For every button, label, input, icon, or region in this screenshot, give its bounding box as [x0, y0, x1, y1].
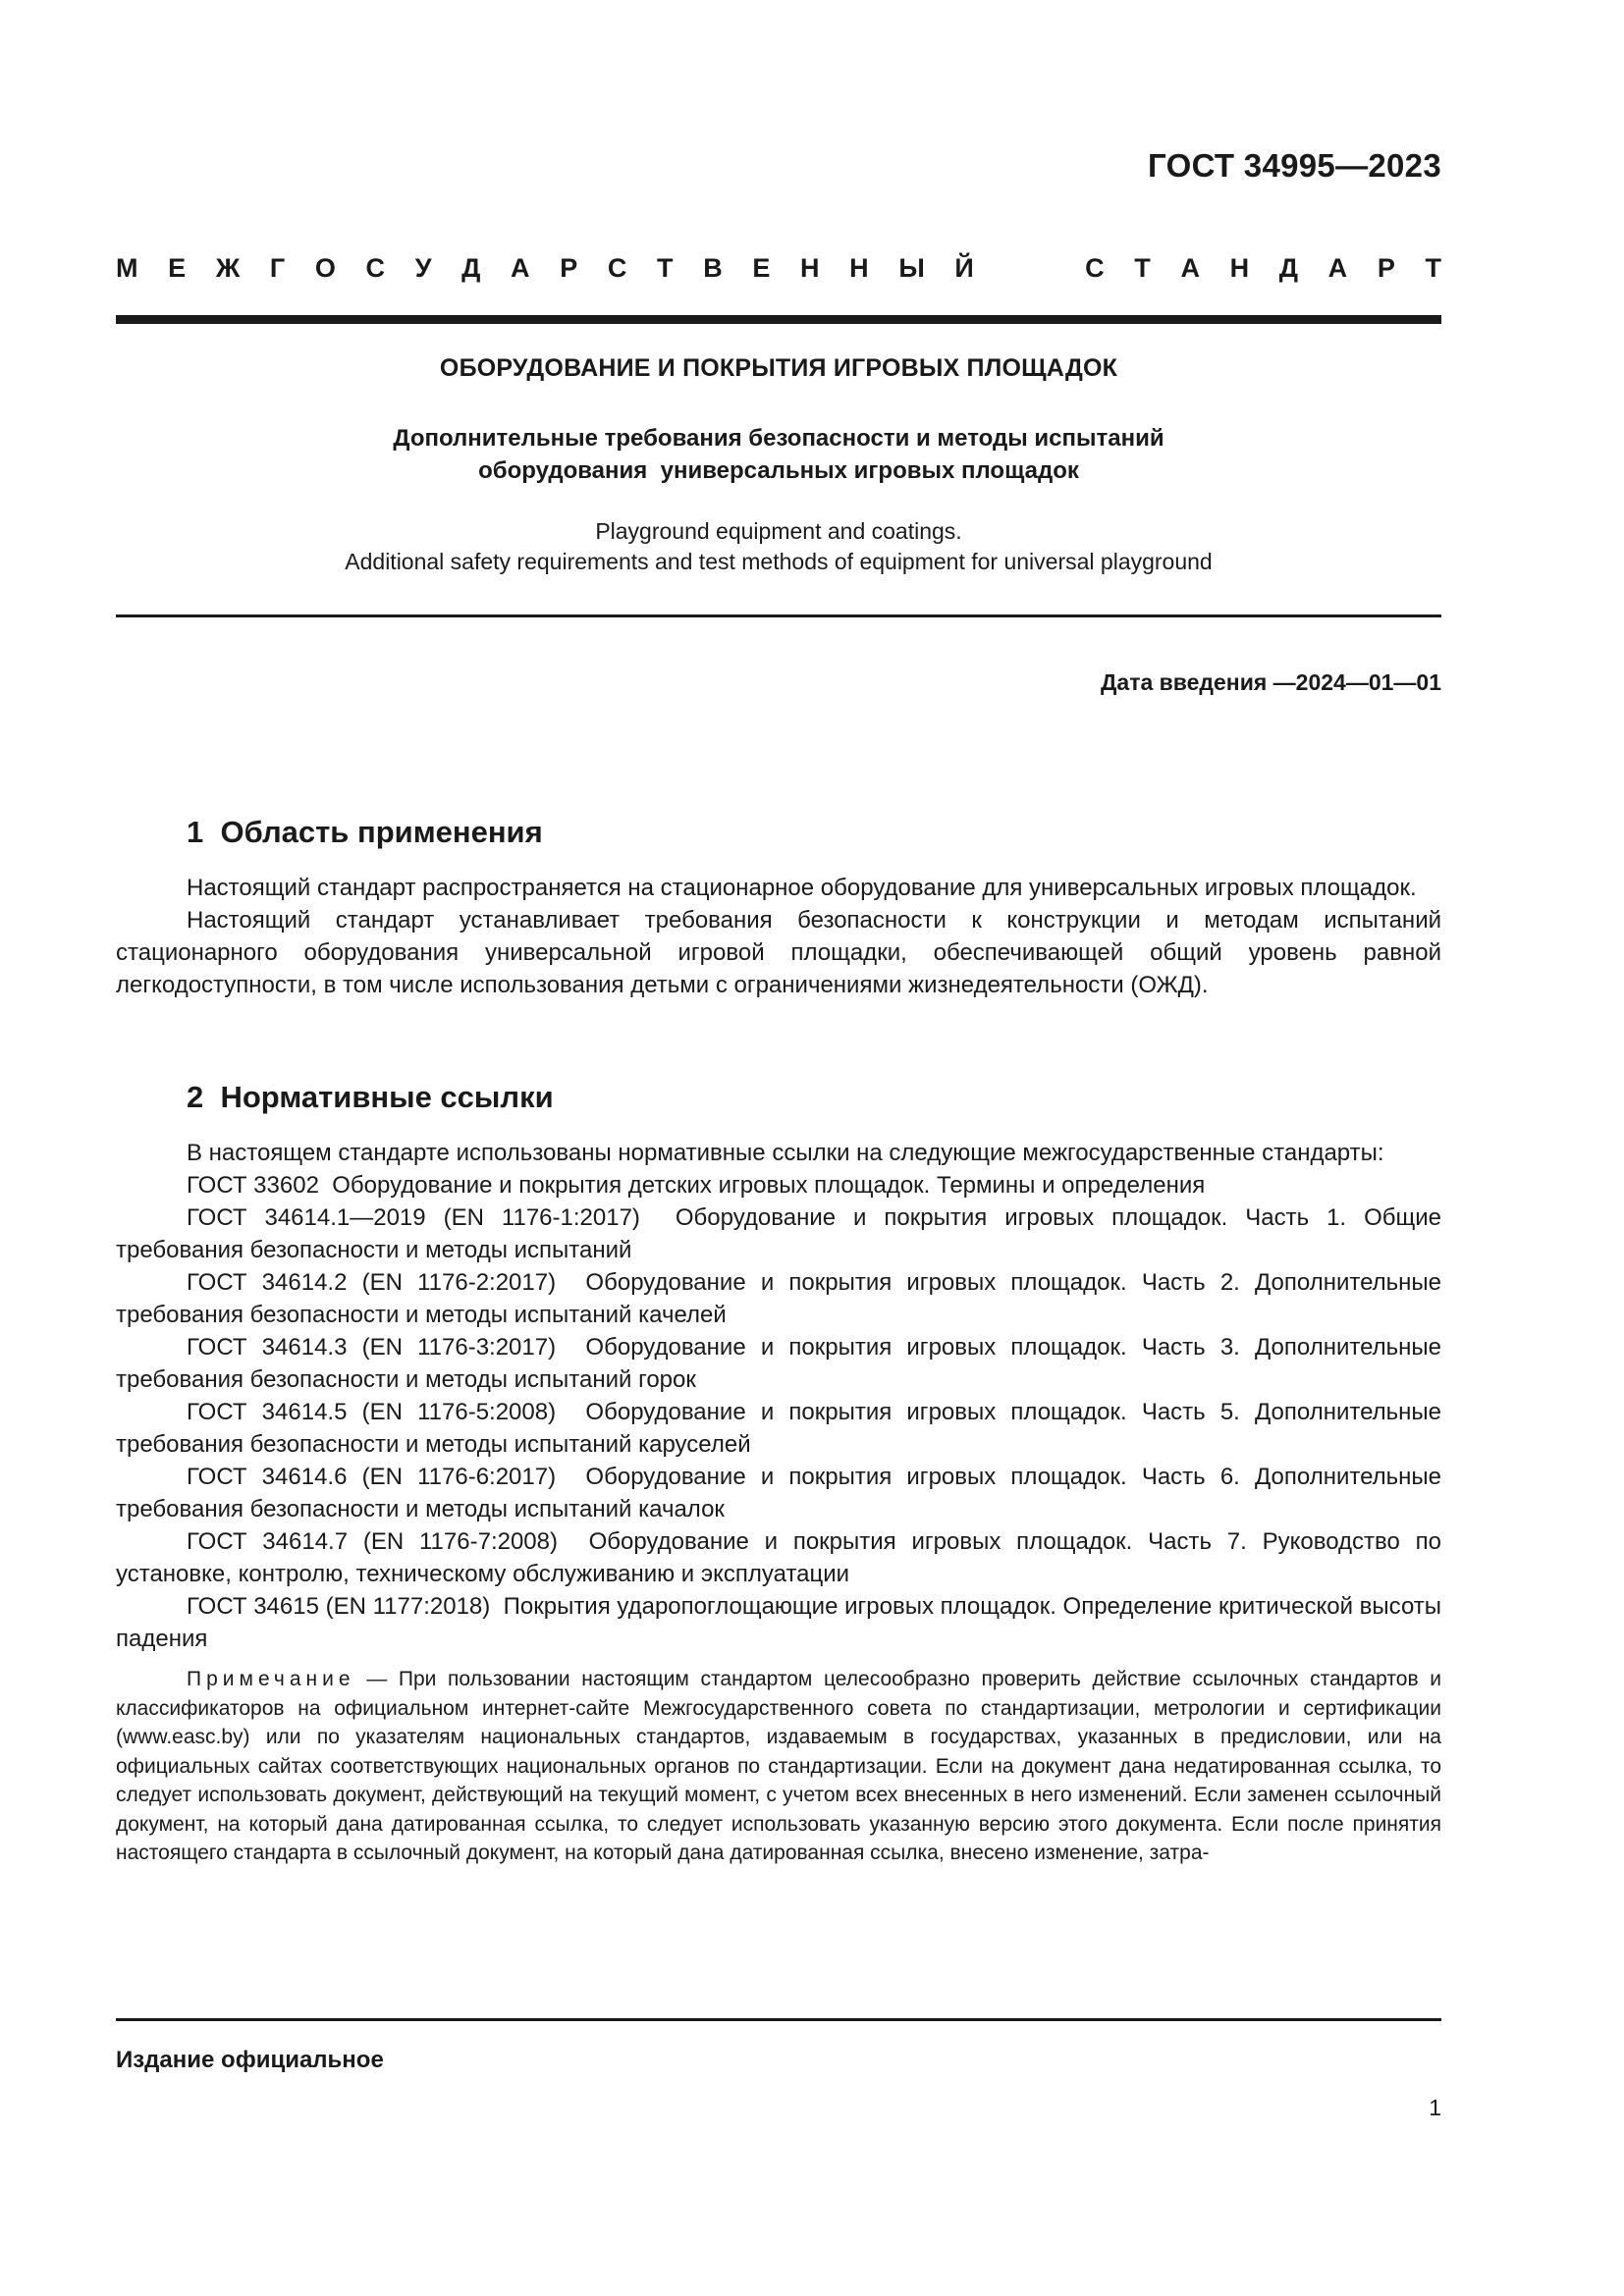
kind-letter: Р	[560, 253, 578, 283]
kind-letter: Н	[849, 253, 869, 283]
title-main: ОБОРУДОВАНИЕ И ПОКРЫТИЯ ИГРОВЫХ ПЛОЩАДОК	[439, 354, 1118, 382]
standard-kind-heading	[116, 253, 1441, 284]
kind-letter: Р	[1377, 253, 1395, 283]
reference-item: ГОСТ 34614.6 (EN 1176-6:2017) Оборудование и покрытия игровых площадок. Часть 6. Дополнительные требования безопасности и методы испытаний качалок	[116, 1464, 1448, 1522]
paragraph: Настоящий стандарт устанавливает требования безопасности к конструкции и методам испытаний стационарного оборудования универсальной игровой площадки, обеспечивающей общий уровень равной легкодоступности, в том числе использования детьми с ограничениями жизнедеятельности (ОЖД).	[116, 907, 1441, 998]
kind-letter: О	[314, 253, 336, 283]
reference-item: ГОСТ 34615 (EN 1177:2018) Покрытия ударопоглощающие игровых площадок. Определение критической высоты падения	[116, 1593, 1448, 1652]
section-normative-references	[116, 1080, 1448, 1868]
kind-letter: Н	[1229, 253, 1250, 283]
section-scope	[116, 815, 1441, 1001]
subtitle-line: Дополнительные требования безопасности и методы испытаний	[393, 425, 1164, 452]
kind-letter: Е	[168, 253, 187, 283]
kind-letter: Д	[1278, 253, 1299, 283]
section-heading: 2 Нормативные ссылки	[187, 1080, 554, 1114]
title-divider	[116, 614, 1441, 617]
reference-item: ГОСТ 34614.2 (EN 1176-2:2017) Оборудование и покрытия игровых площадок. Часть 2. Дополнительные требования безопасности и методы испытаний качелей	[116, 1269, 1448, 1328]
kind-letter: Т	[657, 253, 674, 283]
word-gap	[1003, 253, 1055, 284]
english-title-line: Playground equipment and coatings.	[595, 518, 962, 544]
header-divider-thick	[116, 315, 1441, 324]
kind-letter: С	[1085, 253, 1105, 283]
reference-item: ГОСТ 33602 Оборудование и покрытия детских игровых площадок. Термины и определения	[187, 1172, 1206, 1199]
kind-letter: В	[703, 253, 723, 283]
kind-letter: Й	[954, 253, 974, 283]
footer-divider	[116, 2018, 1441, 2021]
paragraph: В настоящем стандарте использованы нормативные ссылки на следующие межгосударственные стандарты:	[187, 1140, 1384, 1166]
document-code: ГОСТ 34995—2023	[1148, 147, 1441, 184]
note-text: — При пользовании настоящим стандартом целесообразно проверить действие ссылочных стандартов и классификаторов на официальном интернет-сайте Межгосударственного совета по стандартизации, метрологии и сертификации (www.easc.by) или по указателям национальных стандартов, издаваемым в государствах, указанных в предисловии, или на официальных сайтах соответствующих национальных органов по стандартизации. Если на документ дана недатированная ссылка, то следует использовать документ, действующий на текущий момент, с учетом всех внесенных в него изменений. Если заменен ссылочный документ, на который дана датированная ссылка, то следует использовать указанную версию этого документа. Если после принятия настоящего стандарта в ссылочный документ, на который дана датированная ссылка, внесено изменение, затра-	[116, 1668, 1441, 1864]
kind-letter: Т	[1134, 253, 1151, 283]
title-subtitle	[116, 422, 1441, 487]
note-label: Примечание	[187, 1668, 355, 1690]
kind-letter: У	[414, 253, 432, 283]
section-heading: 1 Область применения	[187, 815, 543, 849]
kind-letter: А	[511, 253, 530, 283]
reference-item: ГОСТ 34614.3 (EN 1176-3:2017) Оборудование и покрытия игровых площадок. Часть 3. Дополнительные требования безопасности и методы испытаний горок	[116, 1334, 1448, 1393]
paragraph: Настоящий стандарт распространяется на стационарное оборудование для универсальных игровых площадок.	[187, 875, 1417, 901]
kind-letter: М	[116, 253, 138, 283]
kind-letter: Ы	[898, 253, 925, 283]
reference-item: ГОСТ 34614.5 (EN 1176-5:2008) Оборудование и покрытия игровых площадок. Часть 5. Дополнительные требования безопасности и методы испытаний каруселей	[116, 1399, 1448, 1458]
kind-letter: Д	[461, 253, 481, 283]
reference-item: ГОСТ 34614.7 (EN 1176-7:2008) Оборудование и покрытия игровых площадок. Часть 7. Руководство по установке, контролю, техническому обслуживанию и эксплуатации	[116, 1528, 1448, 1587]
kind-letter: А	[1180, 253, 1200, 283]
kind-letter: Н	[800, 253, 820, 283]
kind-letter: С	[365, 253, 386, 283]
english-title-line: Additional safety requirements and test methods of equipment for universal playground	[345, 549, 1213, 574]
introduction-date: Дата введения —2024—01—01	[1101, 669, 1441, 695]
kind-letter: Г	[269, 253, 286, 283]
page-number: 1	[1429, 2095, 1441, 2120]
kind-letter: Т	[1425, 253, 1441, 283]
kind-letter: С	[607, 253, 627, 283]
kind-letter: А	[1327, 253, 1348, 283]
subtitle-line: оборудования универсальных игровых площадок	[478, 457, 1079, 484]
title-english	[116, 516, 1441, 577]
reference-item: ГОСТ 34614.1—2019 (EN 1176-1:2017) Оборудование и покрытия игровых площадок. Часть 1. Общие требования безопасности и методы испытаний	[116, 1204, 1448, 1263]
kind-letter: Ж	[215, 253, 241, 283]
kind-letter: Е	[752, 253, 771, 283]
official-edition-label: Издание официальное	[116, 2047, 384, 2073]
note	[116, 1665, 1441, 1868]
